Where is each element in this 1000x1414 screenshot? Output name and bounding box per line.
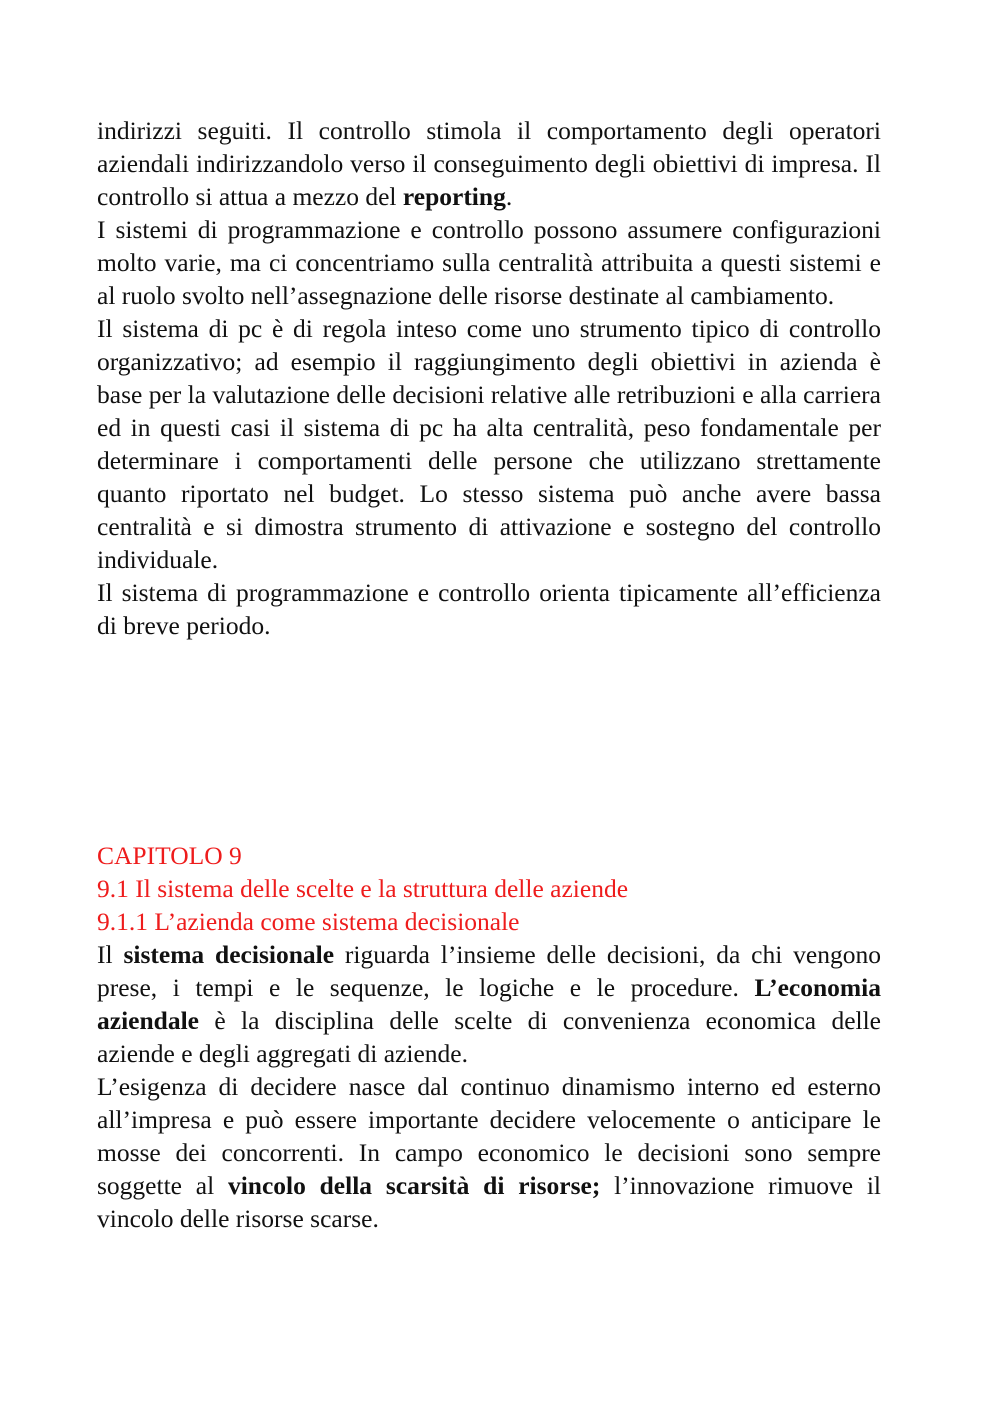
page-spacer bbox=[97, 642, 881, 839]
document-page bbox=[97, 114, 881, 1235]
paragraph-efficiency: Il sistema di programmazione e controllo orienta tipicamente all’efficienza di breve periodo. bbox=[97, 578, 881, 640]
section-heading: 9.1 Il sistema delle scelte e la struttura delle aziende bbox=[97, 874, 629, 903]
term-economia-aziendale: L’economia aziendale bbox=[97, 973, 881, 1035]
term-reporting: reporting bbox=[402, 182, 506, 211]
paragraph-reporting: indirizzi seguiti. Il controllo stimola il comportamento degli operatori aziendali indirizzandolo verso il conseguimento degli obiettivi di impresa. Il controllo si attua a mezzo del reporting. bbox=[97, 116, 881, 211]
chapter-title: CAPITOLO 9 bbox=[97, 841, 242, 870]
paragraph-configurations: I sistemi di programmazione e controllo possono assumere configurazioni molto varie, ma ci concentriamo sulla centralità attribuita a questi sistemi e al ruolo svolto nell’assegnazione delle risorse destinate al cambiamento. bbox=[97, 215, 881, 310]
term-sistema-decisionale: sistema decisionale bbox=[123, 940, 335, 969]
paragraph-resource-constraint: L’esigenza di decidere nasce dal continuo dinamismo interno ed esterno all’impresa e può essere importante decidere velocemente o anticipare le mosse dei concorrenti. In campo economico le decisioni sono sempre soggette al vincolo della scarsità di risorse; l’innovazione rimuove il vincolo delle risorse scarse. bbox=[97, 1072, 881, 1233]
paragraph-decision-system: Il sistema decisionale riguarda l’insieme delle decisioni, da chi vengono prese, i tempi e le sequenze, le logiche e le procedure. L’economia aziendale è la disciplina delle scelte di convenienza economica delle aziende e degli aggregati di aziende. bbox=[97, 940, 882, 1068]
term-vincolo-scarsita: vincolo della scarsità di risorse; bbox=[227, 1171, 601, 1200]
subsection-heading: 9.1.1 L’azienda come sistema decisionale bbox=[97, 907, 520, 936]
paragraph-centrality: Il sistema di pc è di regola inteso come uno strumento tipico di controllo organizzativo; ad esempio il raggiungimento degli obiettivi in azienda è base per la valutazione delle decisioni relative alle retribuzioni e alla carriera ed in questi casi il sistema di pc ha alta centralità, peso fondamentale per determinare i comportamenti delle persone che utilizzano strettamente quanto riportato nel budget. Lo stesso sistema può anche avere bassa centralità e si dimostra strumento di attivazione e sostegno del controllo individuale. bbox=[97, 314, 881, 574]
